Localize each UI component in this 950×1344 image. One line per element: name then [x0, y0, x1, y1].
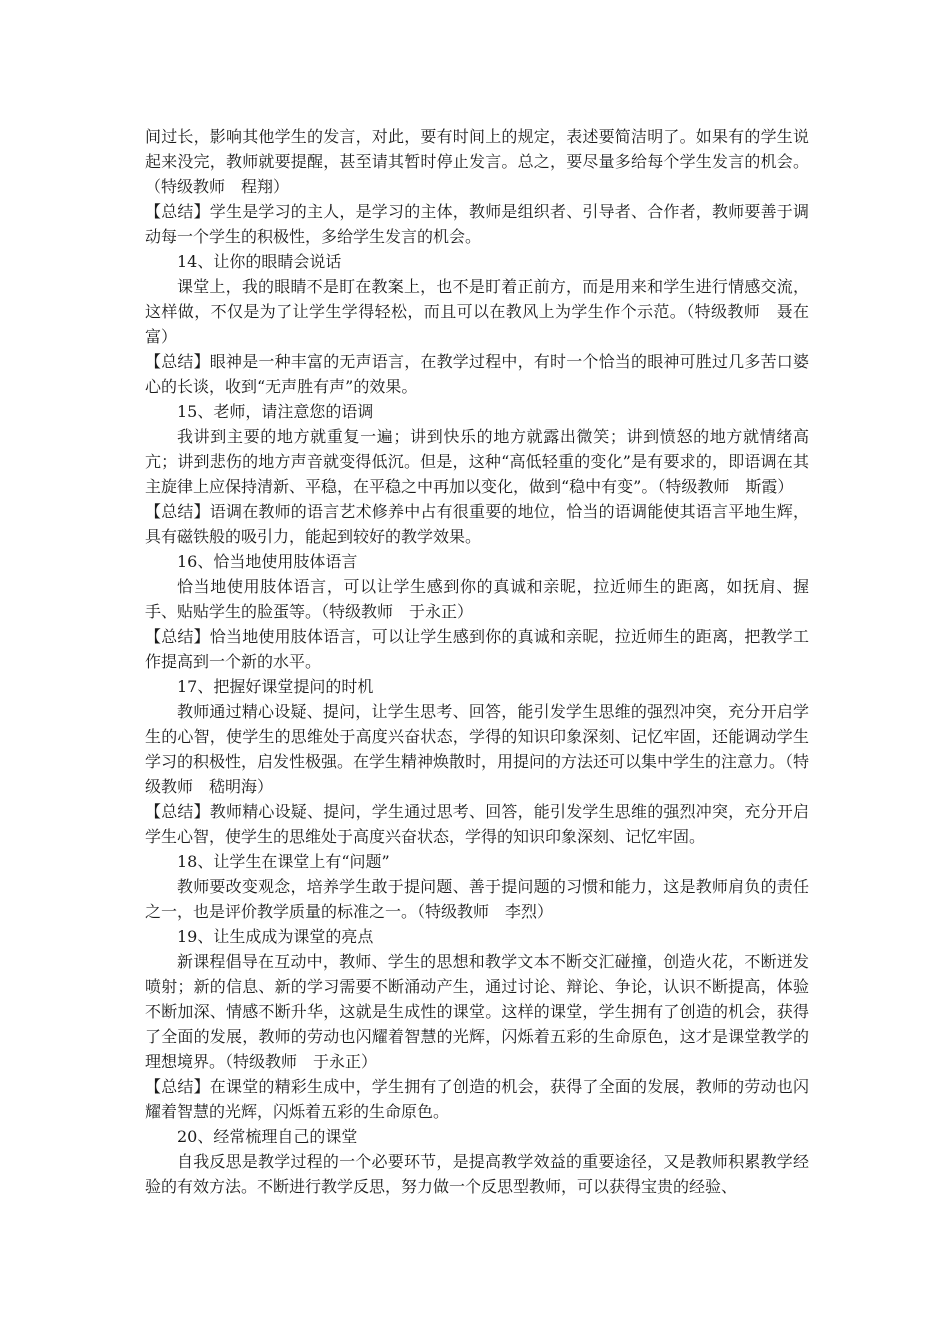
summary-paragraph: 【总结】恰当地使用肢体语言，可以让学生感到你的真诚和亲昵，拉近师生的距离，把教学工作提高到一个新的水平。	[145, 627, 809, 671]
section-heading: 20、经常梳理自己的课堂	[177, 1127, 358, 1146]
paragraph: 新课程倡导在互动中，教师、学生的思想和教学文本不断交汇碰撞，创造火花，不断迸发喷射；新的信息、新的学习需要不断涌动产生，通过讨论、辩论、争论，认识不断提高，体验不断加深、情感不断升华，这就是生成性的课堂。这样的课堂，学生拥有了创造的机会，获得了全面的发展，教师的劳动也闪耀着智慧的光辉，闪烁着五彩的生命原色，这才是课堂教学的理想境界。（特级教师 于永正）	[145, 952, 809, 1071]
summary-paragraph: 【总结】在课堂的精彩生成中，学生拥有了创造的机会，获得了全面的发展，教师的劳动也闪耀着智慧的光辉，闪烁着五彩的生命原色。	[145, 1077, 809, 1121]
document-page	[145, 124, 809, 1199]
section-heading: 14、让你的眼睛会说话	[177, 252, 342, 271]
section-heading: 18、让学生在课堂上有“问题”	[177, 852, 390, 871]
paragraph: 教师要改变观念，培养学生敢于提问题、善于提问题的习惯和能力，这是教师肩负的责任之一，也是评价教学质量的标准之一。（特级教师 李烈）	[145, 877, 809, 921]
section-heading: 15、老师，请注意您的语调	[177, 402, 374, 421]
paragraph: 间过长，影响其他学生的发言，对此，要有时间上的规定，表述要简洁明了。如果有的学生说起来没完，教师就要提醒，甚至请其暂时停止发言。总之，要尽量多给每个学生发言的机会。（特级教师 程翔）	[145, 127, 809, 196]
paragraph: 自我反思是教学过程的一个必要环节，是提高教学效益的重要途径，又是教师积累教学经验的有效方法。不断进行教学反思，努力做一个反思型教师，可以获得宝贵的经验、	[145, 1152, 809, 1196]
paragraph: 教师通过精心设疑、提问，让学生思考、回答，能引发学生思维的强烈冲突，充分开启学生的心智，使学生的思维处于高度兴奋状态，学得的知识印象深刻、记忆牢固，还能调动学生学习的积极性，启发性极强。在学生精神焕散时，用提问的方法还可以集中学生的注意力。（特级教师 嵇明海）	[145, 702, 810, 796]
summary-paragraph: 【总结】语调在教师的语言艺术修养中占有很重要的地位，恰当的语调能使其语言平地生辉，具有磁铁般的吸引力，能起到较好的教学效果。	[145, 502, 809, 546]
summary-paragraph: 【总结】教师精心设疑、提问，学生通过思考、回答，能引发学生思维的强烈冲突，充分开启学生心智，使学生的思维处于高度兴奋状态，学得的知识印象深刻、记忆牢固。	[145, 802, 809, 846]
section-heading: 17、把握好课堂提问的时机	[177, 677, 374, 696]
summary-paragraph: 【总结】眼神是一种丰富的无声语言，在教学过程中，有时一个恰当的眼神可胜过几多苦口婆心的长谈，收到“无声胜有声”的效果。	[145, 352, 809, 396]
summary-paragraph: 【总结】学生是学习的主人，是学习的主体，教师是组织者、引导者、合作者，教师要善于调动每一个学生的积极性，多给学生发言的机会。	[145, 202, 809, 246]
section-heading: 19、让生成成为课堂的亮点	[177, 927, 374, 946]
paragraph: 我讲到主要的地方就重复一遍；讲到快乐的地方就露出微笑；讲到愤怒的地方就情绪高亢；讲到悲伤的地方声音就变得低沉。但是，这种“高低轻重的变化”是有要求的，即语调在其主旋律上应保持清新、平稳，在平稳之中再加以变化，做到“稳中有变”。（特级教师 斯霞）	[145, 427, 809, 496]
paragraph: 课堂上，我的眼睛不是盯在教案上，也不是盯着正前方，而是用来和学生进行情感交流，这样做，不仅是为了让学生学得轻松，而且可以在教风上为学生作个示范。（特级教师 聂在富）	[145, 277, 809, 346]
paragraph: 恰当地使用肢体语言，可以让学生感到你的真诚和亲昵，拉近师生的距离，如抚肩、握手、贴贴学生的脸蛋等。（特级教师 于永正）	[145, 577, 809, 621]
section-heading: 16、恰当地使用肢体语言	[177, 552, 358, 571]
